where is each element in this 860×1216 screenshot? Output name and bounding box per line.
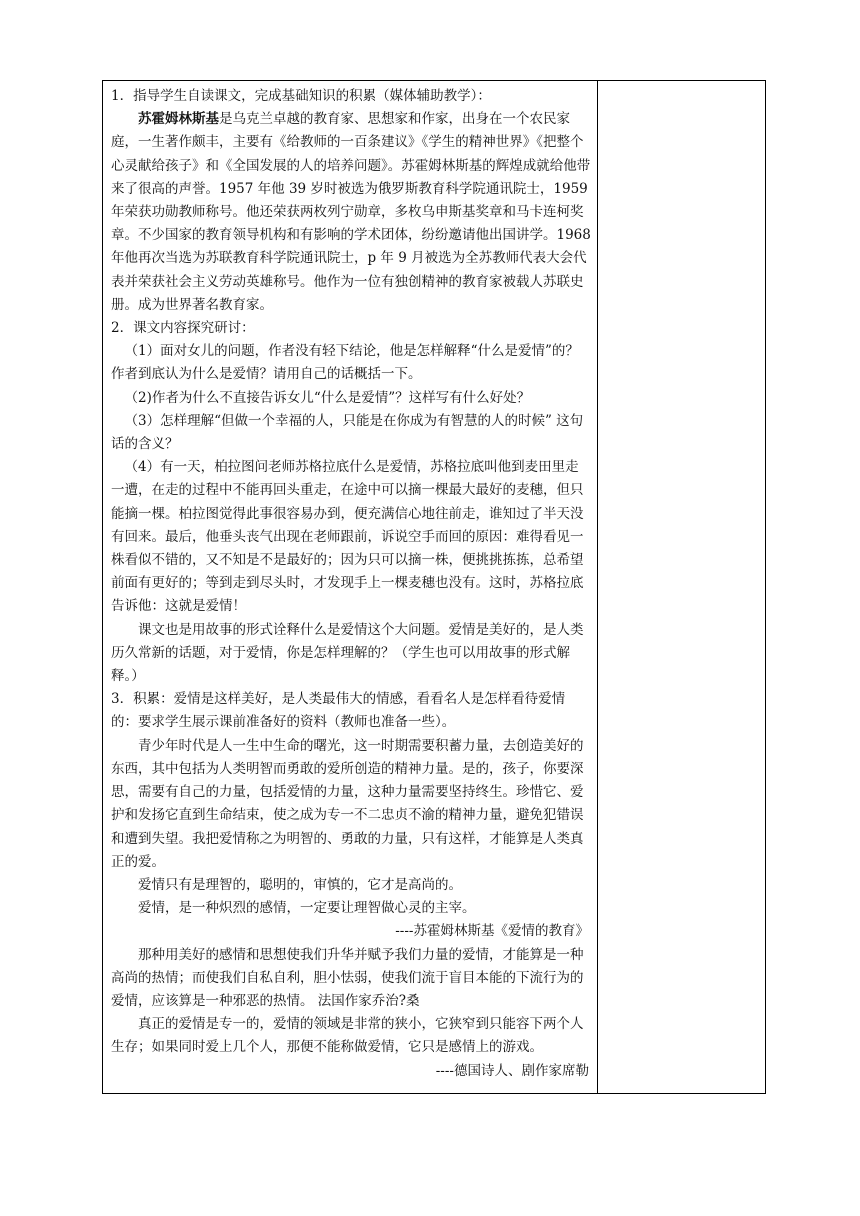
- question-1: （1）面对女儿的问题，作者没有轻下结论，他是怎样解释“什么是爱情”的？作者到底认为什么是爱情？请用自己的话概括一下。: [111, 343, 579, 383]
- question-4: （4）有一天，柏拉图问老师苏格拉底什么是爱情，苏格拉底叫他到麦田里走一遭，在走的过程中不能再回头重走，在途中可以摘一棵最大最好的麦穗，但只能摘一棵。柏拉图觉得此事很容易办到，便充满信心地往前走，谁知过了半天没有回来。最后，他垂头丧气出现在老师跟前，诉说空手而回的原因：难得看见一株看似不错的，又不知是不是最好的；因为只可以摘一株，便挑挑拣拣，总希望前面有更好的；等到走到尽头时，才发现手上一棵麦穗也没有。这时，苏格拉底告诉他：这就是爱情！: [111, 459, 584, 615]
- quote-paragraph-2: 爱情只有是理智的，聪明的，审慎的，它才是高尚的。: [138, 876, 462, 893]
- section2-summary: 课文也是用故事的形式诠释什么是爱情这个大问题。爱情是美好的，是人类历久常新的话题，对于爱情，你是怎样理解的？（学生也可以用故事的形式解释。）: [111, 621, 584, 685]
- quote-attribution-2: ----德国诗人、剧作家席勒: [435, 1062, 589, 1079]
- lesson-table: [102, 80, 766, 1094]
- content-cell: [103, 81, 598, 1093]
- quote-paragraph-3: 爱情，是一种炽烈的感情，一定要让理智做心灵的主宰。: [138, 900, 476, 917]
- question-2: （2)作者为什么不直接告诉女儿“什么是爱情”？这样写有什么好处？: [124, 389, 531, 406]
- question-3: （3）怎样理解“但做一个幸福的人，只能是在你成为有智慧的人的时候” 这句话的含义？: [111, 412, 584, 453]
- bio-name: 苏霍姆林斯基: [138, 111, 219, 128]
- section1-heading: 1．指导学生自读课文，完成基础知识的积累（媒体辅助教学）：: [111, 88, 491, 104]
- bio-text: 是乌克兰卓越的教育家、思想家和作家，出身在一个农民家庭，一生著作颇丰，主要有《给教师的一百条建议》《学生的精神世界》《把整个心灵献给孩子》和《全国发展的人的培养问题》。苏霍姆林斯基的辉煌成就给他带来了很高的声誉。1957 年他 39 岁时被选为俄罗斯教育科学院通讯院士，1959 年荣获功勋教师称号。他还荣获两枚列宁勋章，多枚乌申斯基奖章和马卡连柯奖章。不少国家的教育领导机构和有影响的学术团体，纷纷邀请他出国讲学。1968 年他再次当选为苏联教育科学院通讯院士，p 年 9 月被选为全苏教师代表大会代表并荣获社会主义劳动英雄称号。他作为一位有独创精神的教育家被载人苏联史册。成为世界著名教育家。: [111, 111, 591, 313]
- quote-paragraph-5: 真正的爱情是专一的，爱情的领域是非常的狭小，它狭窄到只能容下两个人生存；如果同时爱上几个人，那便不能称做爱情，它只是感情上的游戏。: [111, 1016, 584, 1056]
- section3-heading: 3．积累：爱情是这样美好，是人类最伟大的情感，看看名人是怎样看待爱情的：要求学生展示课前准备好的资料（教师也准备一些）。: [111, 691, 566, 731]
- quote-attribution-1: ----苏霍姆林斯基《爱情的教育》: [395, 923, 589, 940]
- quote-paragraph-1: 青少年时代是人一生中生命的曙光，这一时期需要积蓄力量，去创造美好的东西，其中包括为人类明智而勇敢的爱所创造的精神力量。是的，孩子，你要深思，需要有自己的力量，包括爱情的力量，这种力量需要坚持终生。珍惜它、爱护和发扬它直到生命结束，使之成为专一不二忠贞不渝的精神力量，避免犯错误和遭到失望。我把爱情称之为明智的、勇敢的力量，只有这样，才能算是人类真正的爱。: [111, 737, 584, 870]
- quote-paragraph-4: 那种用美好的感情和思想使我们升华并赋予我们力量的爱情，才能算是一种高尚的热情；而使我们自私自利，胆小怯弱，使我们流于盲目本能的下流行为的爱情，应该算是一种邪恶的热情。 法国作家乔治?桑: [111, 946, 584, 1009]
- section2-heading: 2．课文内容探究研讨：: [111, 320, 255, 337]
- notes-cell: [598, 81, 765, 1093]
- bio-paragraph: [111, 108, 591, 317]
